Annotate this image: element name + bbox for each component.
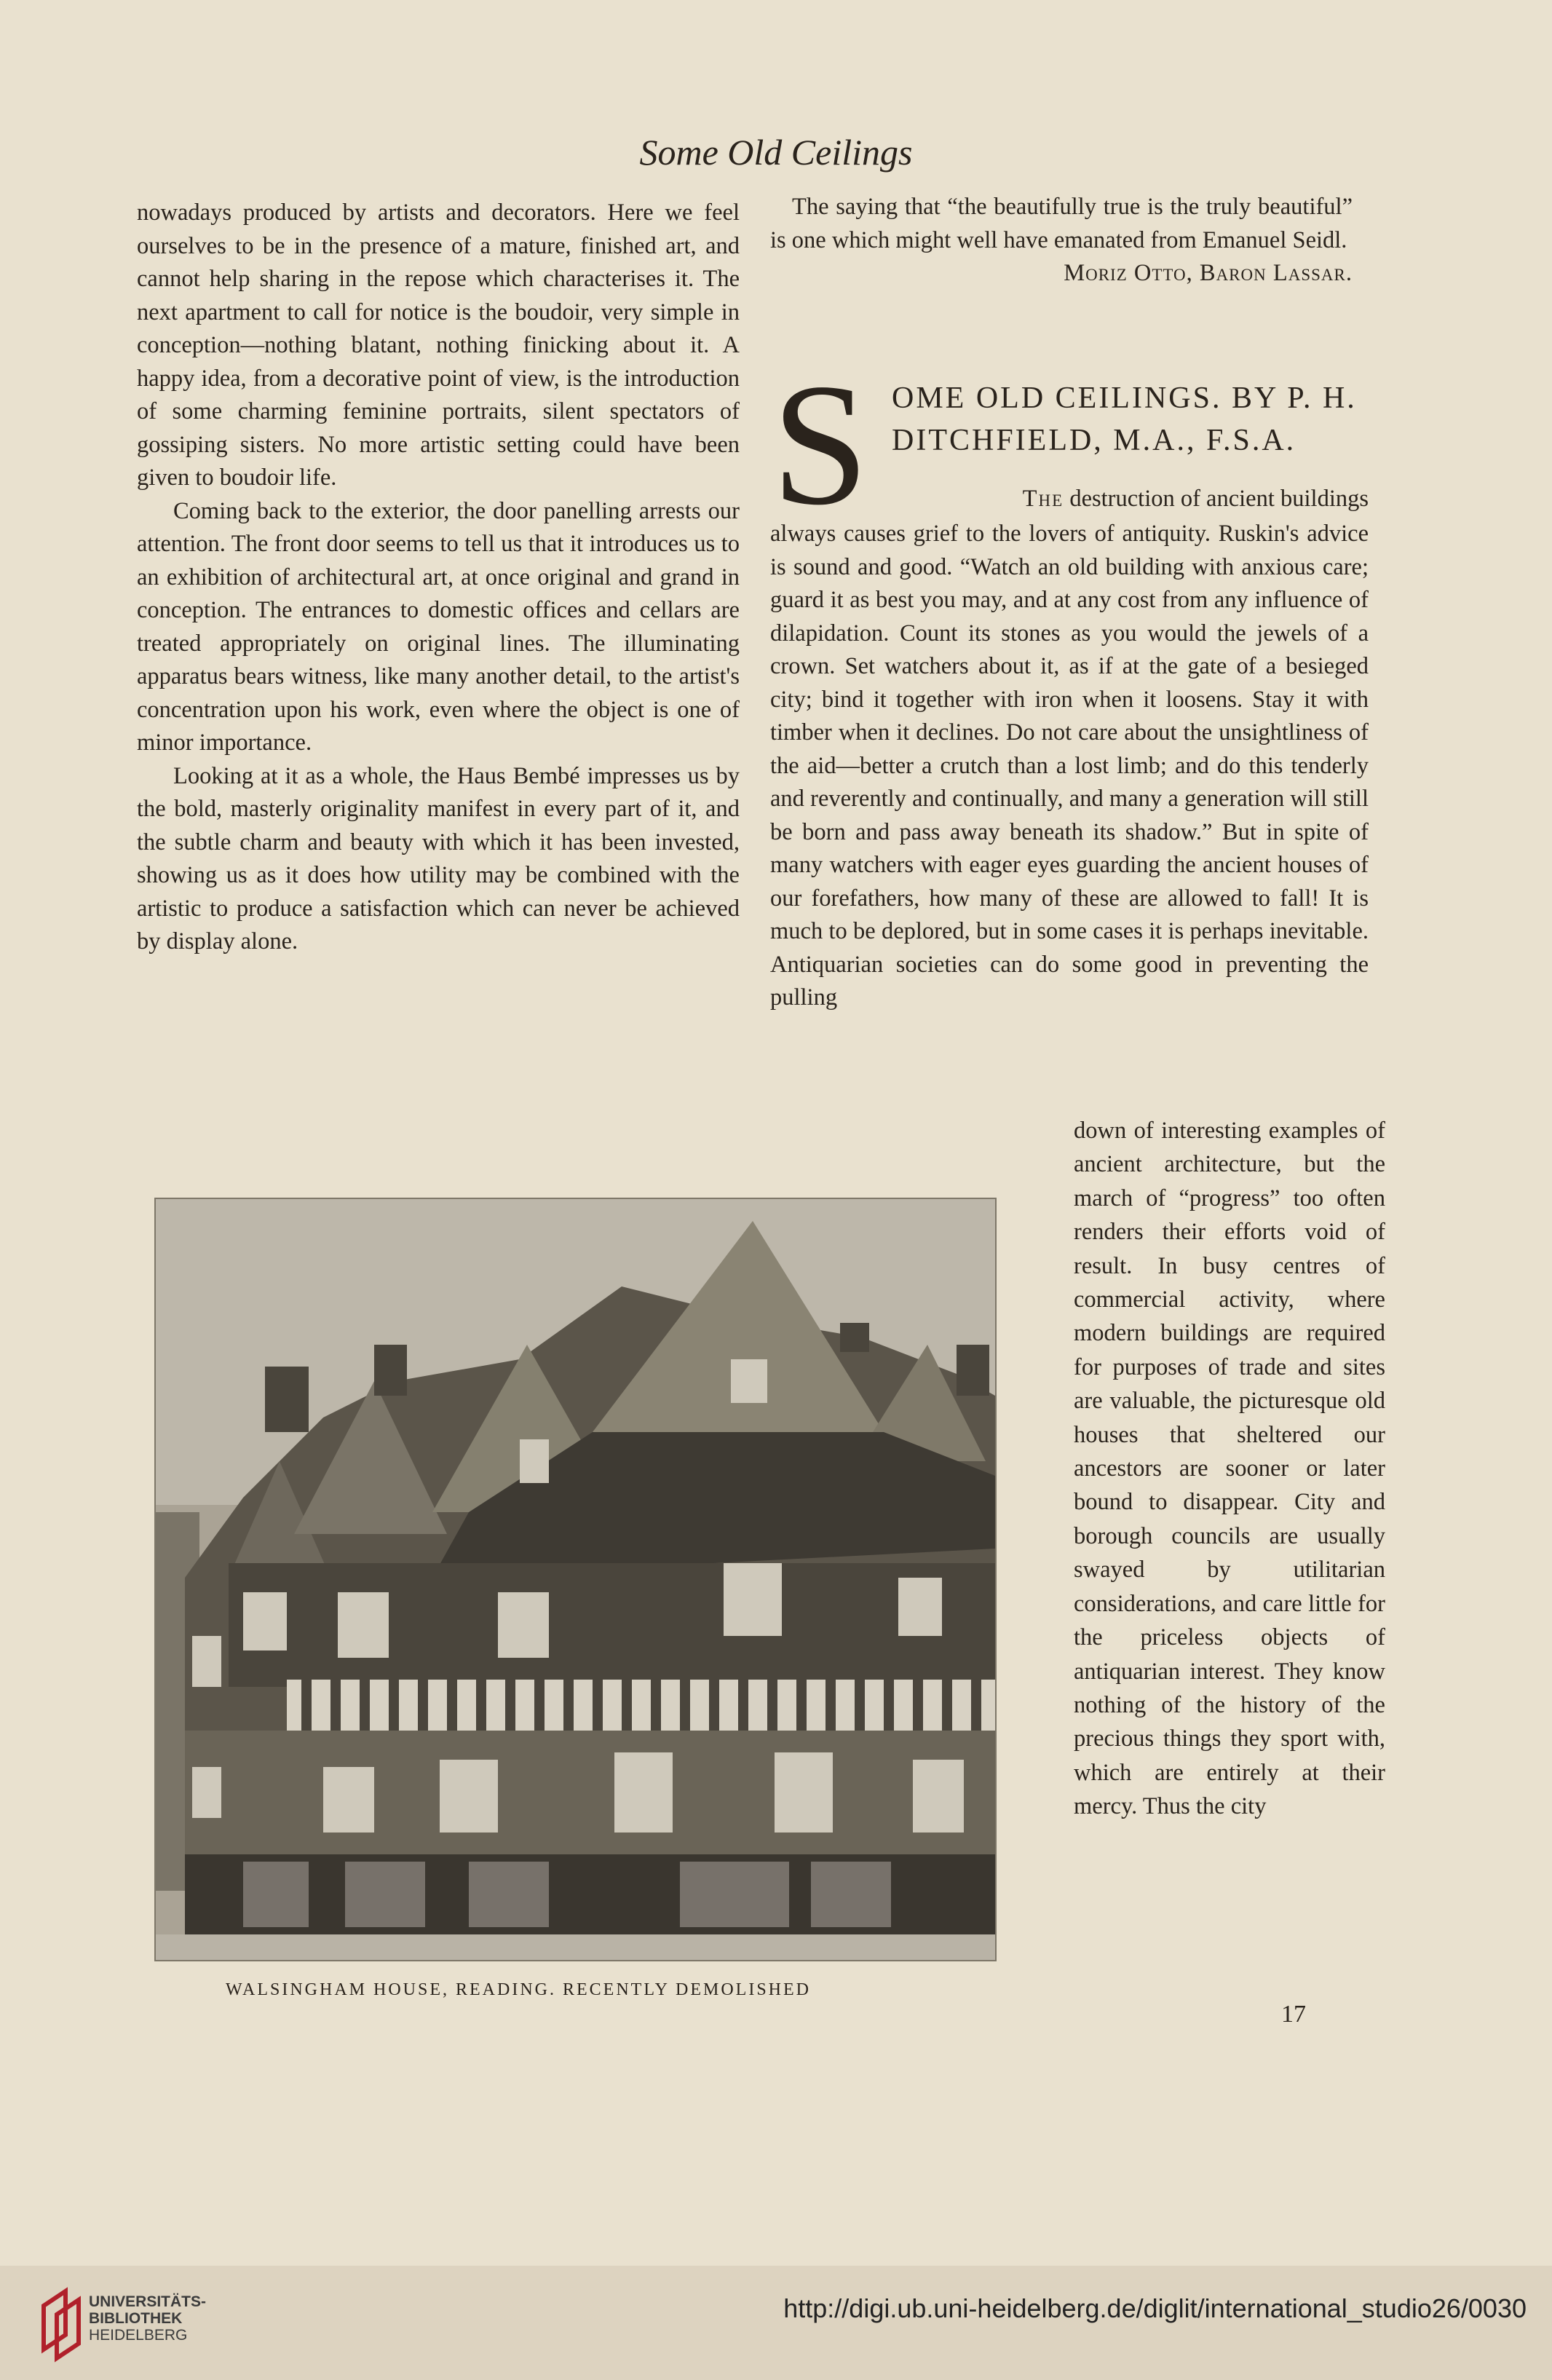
paragraph: Looking at it as a whole, the Haus Bembé impresses us by the bold, masterly originality manifest in every part of it, and the subtle charm and beauty with which it has been invested, showing us as it does how utility may be combined with the artistic to produce a satisfaction which can never be achieved by display alone. [137,762,740,954]
paragraph: Coming back to the exterior, the door panelling arrests our attention. The front door seems to tell us that it introduces us to an exhibition of architectural art, at once original and grand in conception. The entrances to domestic offices and cellars are treated appropriately on original lines. The illuminating apparatus bears witness, like many another detail, to the artist's concentration upon his work, even where the object is one of minor importance. [137,497,740,756]
page-url-link[interactable]: http://digi.ub.uni-heidelberg.de/diglit/international_studio26/0030 [783,2293,1527,2323]
page-number: 17 [1281,2001,1306,2028]
lead-text: destruction of ancient buildings [1069,486,1369,512]
article-lead-line [892,483,1369,516]
library-line: BIBLIOTHEK [89,2310,183,2327]
building-photograph [154,1198,997,1961]
lead-word: The [1022,486,1064,512]
photo-caption: WALSINGHAM HOUSE, READING. RECENTLY DEMOLISHED [226,1980,811,1999]
paragraph: down of interesting examples of ancient architecture, but the march of “progress” too often renders their efforts void of result. In busy centres of commercial activity, where modern buildings are required for purposes of trade and sites are valuable, the picturesque old houses that sheltered our ancestors are sooner or later bound to disappear. City and borough councils are usually swayed by utilitarian considerations, and care little for the priceless objects of antiquarian interest. They know nothing of the history of the precious things they sport with, which are entirely at their mercy. Thus the city [1074,1118,1385,1820]
paragraph: nowadays produced by artists and decorators. Here we feel ourselves to be in the presence of a mature, finished art, and cannot help sharing in the repose which characterises it. The next apartment to call for notice is the boudoir, very simple in conception—nothing blatant, nothing finicking about it. A happy idea, from a decorative point of view, is the introduction of some charming feminine portraits, silent spectators of gossiping sisters. No more artistic setting could have been given to boudoir life. [137,199,740,491]
library-line: UNIVERSITÄTS- [89,2293,207,2310]
paragraph: always causes grief to the lovers of antiquity. Ruskin's advice is sound and good. “Watch an old building with anxious care; guard it as best you may, and at any cost from any influence of dilapidation. Count its stones as you would the jewels of a crown. Set watchers about it, as if at the gate of a besieged city; bind it together with iron when it loosens. Stay it with timber when it declines. Do not care about the unsightliness of the aid—better a crutch than a lost limb; and do this tenderly and reverently and continually, and many a generation will still be born and pass away beneath its shadow.” But in spite of many watchers with eager eyes guarding the ancient houses of our forefathers, how many of these are allowed to fall! It is much to be deplored, but in some cases it is perhaps inevitable. Antiquarian societies can do some good in preventing the pulling [770,521,1369,1011]
drop-cap: S [772,347,869,541]
article-body-narrow [1074,1114,1385,1824]
library-line: HEIDELBERG [89,2327,188,2344]
library-name [89,2293,206,2344]
signature: Moriz Otto, Baron Lassar. [1064,260,1353,286]
right-column-top [770,191,1353,290]
paragraph: The saying that “the beautifully true is the truly beautiful” is one which might well have emanated from Emanuel Seidl. [770,194,1353,253]
left-column [137,197,740,959]
running-head: Some Old Ceilings [639,132,913,173]
article-body-wide [770,518,1369,1015]
walsingham-house-illustration [156,1199,995,1960]
article-heading: OME OLD CEILINGS. BY P. H. DITCHFIELD, M.A., F.S.A. [892,381,1357,457]
